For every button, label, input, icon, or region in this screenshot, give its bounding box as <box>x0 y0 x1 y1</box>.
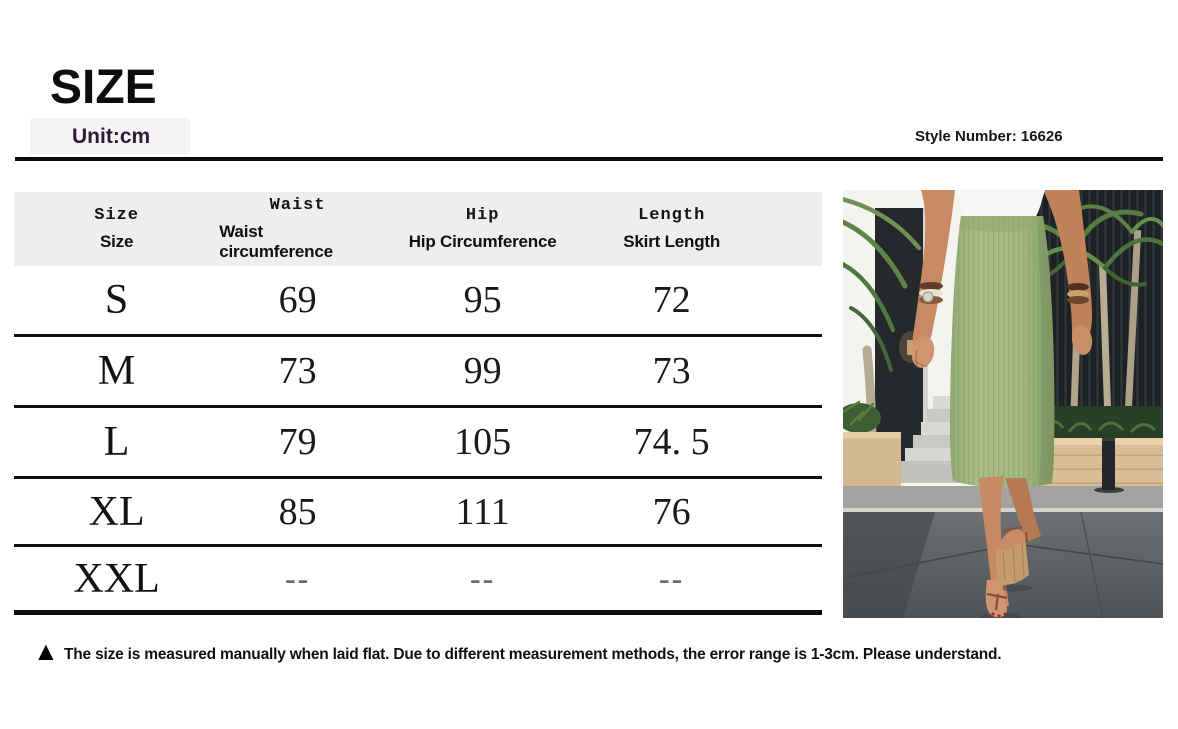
hip-value: 95 <box>463 279 502 321</box>
length-value: 74. 5 <box>633 421 710 463</box>
waist-value: 69 <box>278 279 317 321</box>
waist-value: 73 <box>278 350 317 392</box>
measurement-note: The size is measured manually when laid flat. Due to different measurement methods, the error range is 1-3cm. Please understand. <box>64 646 1002 663</box>
column-header-size <box>14 206 219 252</box>
size-value: S <box>104 277 129 323</box>
table-header-row <box>14 192 822 266</box>
style-number: Style Number: 16626 <box>915 128 1063 145</box>
length-value: 76 <box>652 490 691 533</box>
size-value: L <box>103 419 130 465</box>
hip-value: 111 <box>455 490 510 533</box>
slatted-wall <box>1036 190 1163 433</box>
column-header-waist-label: Waist circumference <box>219 222 333 261</box>
column-header-length-en: Length <box>638 206 706 225</box>
column-header-length-label: Skirt Length <box>623 232 721 251</box>
column-header-waist <box>219 196 376 262</box>
table-row-xl <box>14 479 822 547</box>
table-row-xxl <box>14 547 822 615</box>
product-photo-illustration <box>843 190 1163 618</box>
size-value: XXL <box>73 555 160 602</box>
length-value: 72 <box>652 279 691 321</box>
column-header-waist-en: Waist <box>269 196 326 215</box>
header-divider <box>15 157 1163 161</box>
hip-value: 99 <box>463 350 502 392</box>
column-header-hip-en: Hip <box>465 206 500 225</box>
table-row-m <box>14 337 822 408</box>
page-title: SIZE <box>50 61 157 114</box>
green-skirt <box>950 216 1054 488</box>
waist-value: -- <box>284 560 311 596</box>
table-row-s <box>14 266 822 337</box>
column-header-hip-label: Hip Circumference <box>408 232 557 251</box>
product-photo <box>843 190 1163 618</box>
size-chart-table <box>14 192 822 615</box>
hip-value: -- <box>469 560 496 596</box>
hip-value: 105 <box>454 421 512 463</box>
waist-value: 79 <box>278 421 317 463</box>
size-value: XL <box>88 488 145 535</box>
column-header-size-label: Size <box>100 232 134 251</box>
column-header-size-en: Size <box>94 206 140 225</box>
warning-triangle-icon: ▲ <box>33 636 59 666</box>
column-header-length <box>589 206 754 252</box>
length-value: -- <box>659 560 685 596</box>
column-header-hip <box>376 206 589 252</box>
waist-value: 85 <box>278 490 317 533</box>
table-row-l <box>14 408 822 479</box>
unit-label: Unit:cm <box>72 125 151 148</box>
size-value: M <box>97 348 136 394</box>
length-value: 73 <box>652 350 691 392</box>
